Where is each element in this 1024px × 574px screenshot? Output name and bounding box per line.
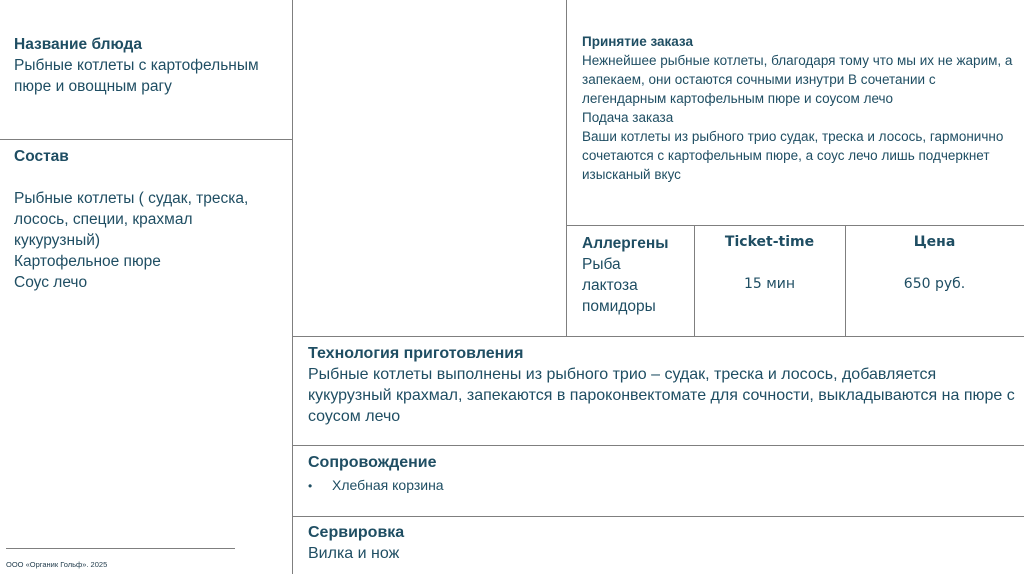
footer-copyright: ООО «Органик Гольф». 2025 [6,560,108,569]
technology-heading: Технология приготовления [308,345,524,362]
accompaniment-section [308,452,1008,497]
divider-dish-name [0,139,292,140]
allergen-item: Рыба [582,256,621,273]
composition-text: Рыбные котлеты ( судак, треска, лосось, специи, крахмал кукурузный) Картофельное пюре Соус лечо [14,190,249,291]
serving-heading: Сервировка [308,524,405,541]
serving-text: Вилка и нож [308,545,400,562]
order-accept-text: Нежнейшее рыбные котлеты, благодаря тому что мы их не жарим, а запекаем, они остаются сочными изнутри В сочетании с легендарным картофельным пюре и соусом лечо [582,53,1013,106]
order-serve-text: Ваши котлеты из рыбного трио судак, треска и лосось, гармонично сочетаются с картофельным пюре, а соус лечо лишь подчеркнет изысканый вкус [582,129,1004,182]
ticket-time-section [694,233,845,294]
dish-name-text: Рыбные котлеты с картофельным пюре и овощным рагу [14,57,259,95]
technology-text: Рыбные котлеты выполнены из рыбного трио – судак, треска и лосось, добавляется кукурузный крахмал, запекаются в пароконвектомате для сочности, выкладываются на пюре с соусом лечо [308,366,1015,425]
dish-name-section [14,34,286,97]
order-section [582,32,1014,184]
order-serve-heading: Подача заказа [582,110,674,125]
technology-section [308,343,1020,427]
allergens-heading: Аллергены [582,235,669,252]
composition-section [14,146,290,293]
ticket-time-value: 15 мин [743,276,796,292]
divider-order-column [566,0,567,336]
price-value: 650 руб. [903,276,966,292]
accompaniment-item: Хлебная корзина [332,477,444,493]
allergen-item: помидоры [582,298,656,315]
divider-accompaniment-top [292,445,1024,446]
dish-name-heading: Название блюда [14,36,142,53]
price-section [845,233,1024,294]
bullet-icon: • [308,479,313,493]
allergen-item: лактоза [582,277,638,294]
composition-heading: Состав [14,148,69,165]
serving-section [308,522,1008,564]
allergens-section [582,233,692,317]
accompaniment-heading: Сопровождение [308,454,437,471]
divider-technology-top [292,336,1024,337]
ticket-time-heading: Ticket-time [724,234,815,250]
footer-divider [6,548,235,549]
order-accept-heading: Принятие заказа [582,34,693,49]
divider-serving-top [292,516,1024,517]
price-heading: Цена [913,234,956,250]
divider-order-info [566,225,1024,226]
divider-left-column [292,0,293,574]
